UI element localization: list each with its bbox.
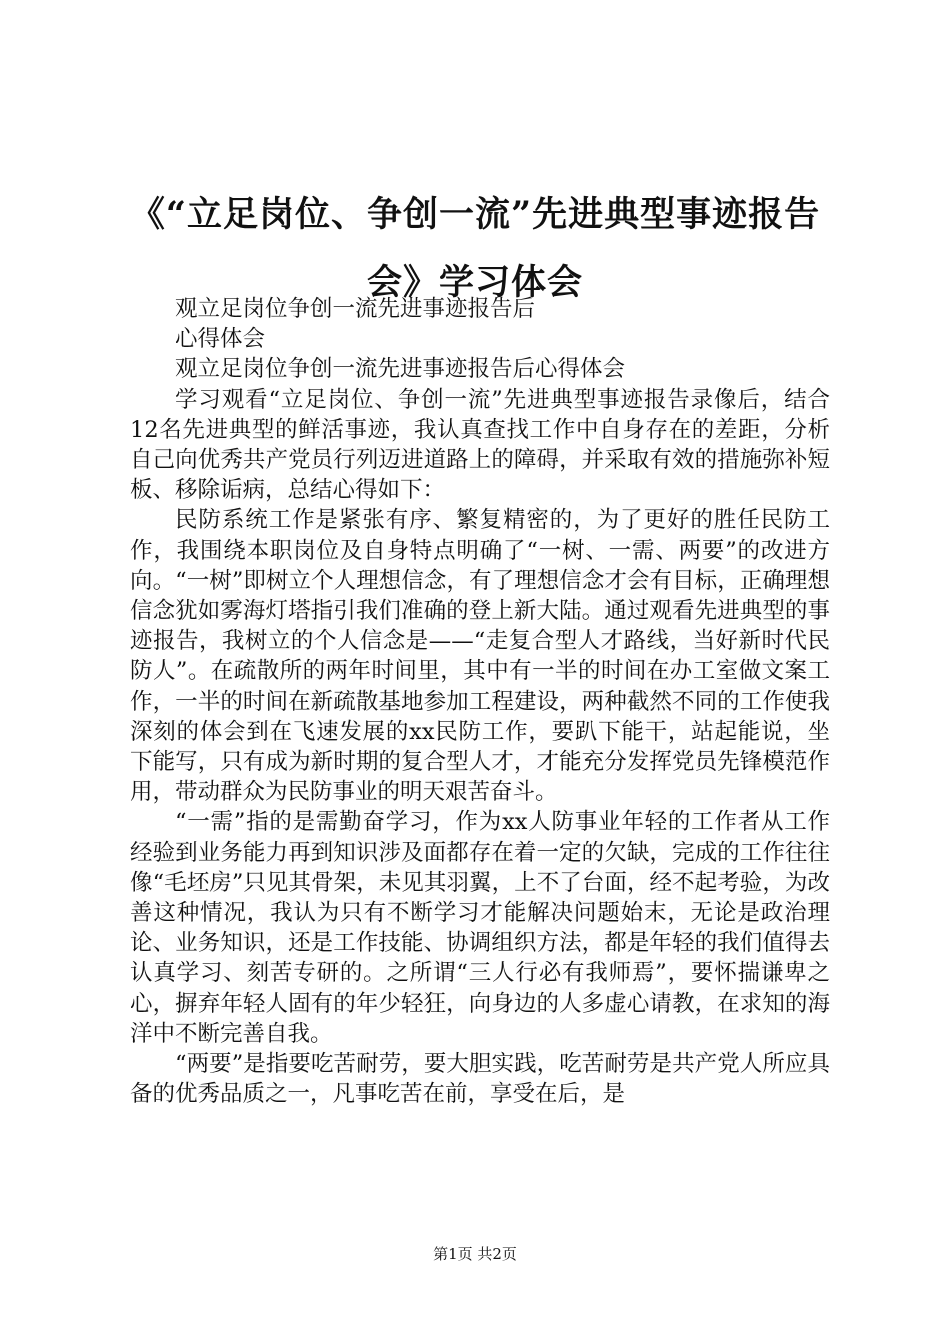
paragraph-yixu: “一需”指的是需勤奋学习，作为xx人防事业年轻的工作者从工作经验到业务能力再到知识涉及面都存在着一定的欠缺，完成的工作往往像“毛坯房”只见其骨架，未见其羽翼，上不了台面，经不起考验，为改善这种情况，我认为只有不断学习才能解决问题始末，无论是政治理论、业务知识，还是工作技能、协调组织方法，都是年轻的我们值得去认真学习、刻苦专研的。之所谓“三人行必有我师焉”，要怀揣谦卑之心，摒弃年轻人固有的年少轻狂，向身边的人多虚心请教，在求知的海洋中不断完善自我。 [130, 809, 830, 1047]
paragraph-intro: 学习观看“立足岗位、争创一流”先进典型事迹报告录像后，结合12名先进典型的鲜活事迹，我认真查找工作中自身存在的差距，分析自己向优秀共产党员行列迈进道路上的障碍，并采取有效的措施弥补短板、移除诟病，总结心得如下： [130, 386, 830, 504]
paragraph-subheading-1: 观立足岗位争创一流先进事迹报告后 [175, 296, 536, 322]
document-body [130, 294, 830, 1109]
paragraph-yishu: 民防系统工作是紧张有序、繁复精密的，为了更好的胜任民防工作，我围绕本职岗位及自身特点明确了“一树、一需、两要”的改进方向。“一树”即树立个人理想信念，有了理想信念才会有目标，正确理想信念犹如雾海灯塔指引我们准确的登上新大陆。通过观看先进典型的事迹报告，我树立的个人信念是——“走复合型人才路线，当好新时代民防人”。在疏散所的两年时间里，其中有一半的时间在办工室做文案工作，一半的时间在新疏散基地参加工程建设，两种截然不同的工作使我深刻的体会到在飞速发展的xx民防工作，要趴下能干，站起能说，坐下能写，只有成为新时期的复合型人才，才能充分发挥党员先锋模范作用，带动群众为民防事业的明天艰苦奋斗。 [130, 507, 830, 806]
paragraph-subheading-3: 观立足岗位争创一流先进事迹报告后心得体会 [175, 356, 626, 383]
document-title: 《“立足岗位、争创一流”先进典型事迹报告会》学习体会 [129, 194, 821, 304]
page-number-footer: 第1页 共2页 [433, 1245, 517, 1263]
paragraph-subheading-2: 心得体会 [175, 326, 266, 353]
paragraph-liangyao: “两要”是指要吃苦耐劳，要大胆实践，吃苦耐劳是共产党人所应具备的优秀品质之一，凡事吃苦在前，享受在后，是 [130, 1051, 830, 1108]
